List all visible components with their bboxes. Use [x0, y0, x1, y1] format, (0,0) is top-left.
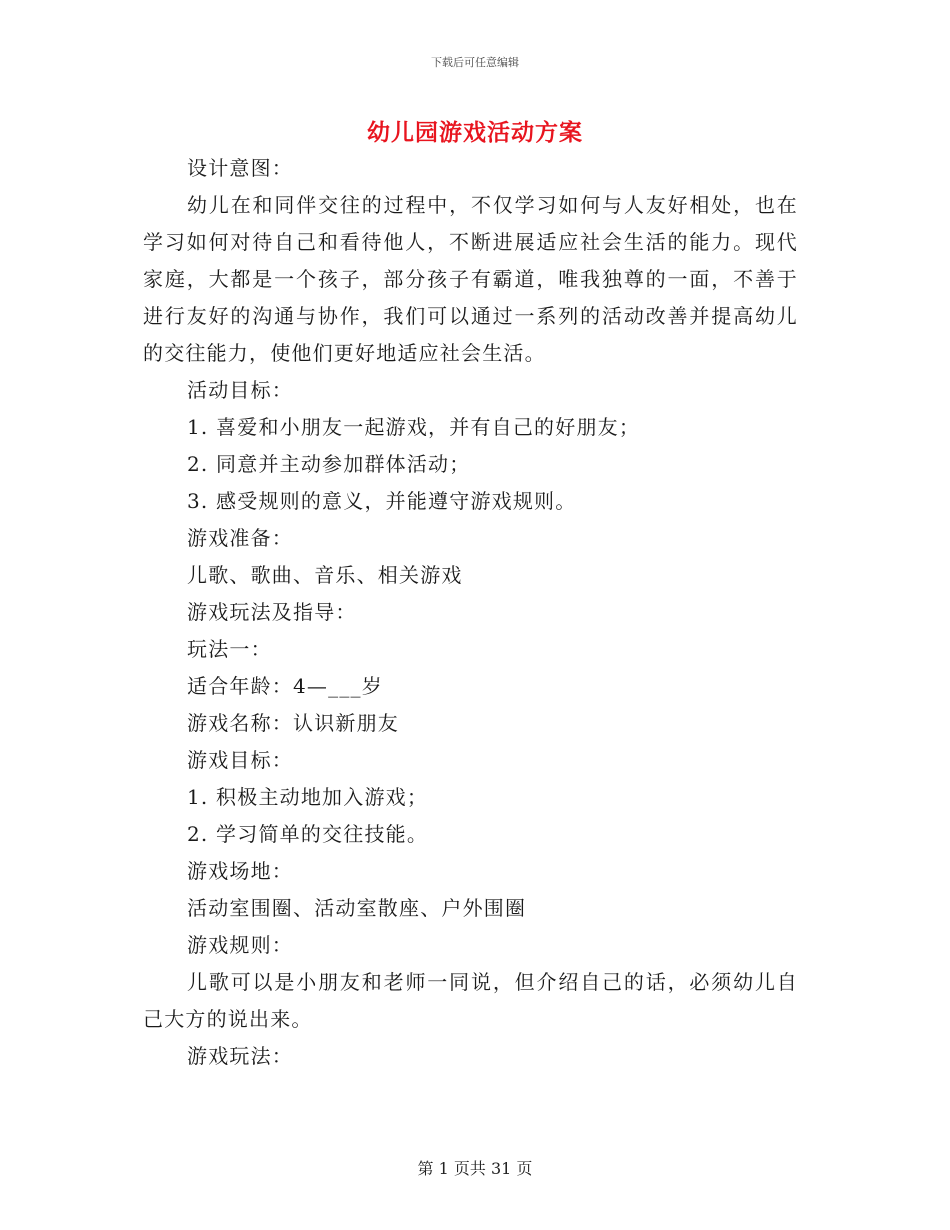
document-body [143, 150, 798, 1075]
play-label: 游戏玩法： [187, 1044, 293, 1068]
design-intent-label: 设计意图： [187, 156, 293, 180]
game-name-line: 游戏名称：认识新朋友 [187, 711, 399, 735]
document-title: 幼儿园游戏活动方案 [367, 119, 583, 146]
prep-label: 游戏准备： [187, 526, 293, 550]
design-intent-paragraph: 幼儿在和同伴交往的过程中，不仅学习如何与人友好相处，也在学习如何对待自己和看待他人，不断进展适应社会生活的能力。现代家庭，大都是一个孩子，部分孩子有霸道，唯我独尊的一面，不善于进行友好的沟通与协作，我们可以通过一系列的活动改善并提高幼儿的交往能力，使他们更好地适应社会生活。 [143, 193, 798, 365]
method-one-label: 玩法一： [187, 637, 272, 661]
goals-label: 活动目标： [187, 378, 293, 402]
venue-label: 游戏场地： [187, 859, 293, 883]
guide-label: 游戏玩法及指导： [187, 600, 357, 624]
goal-item: 2. 同意并主动参加群体活动； [187, 452, 471, 476]
game-goal-item: 2. 学习简单的交往技能。 [187, 822, 429, 846]
page-footer: 第 1 页共 31 页 [417, 1159, 533, 1178]
prep-text: 儿歌、歌曲、音乐、相关游戏 [187, 563, 463, 587]
rules-paragraph: 儿歌可以是小朋友和老师一同说，但介绍自己的话，必须幼儿自己大方的说出来。 [143, 970, 798, 1031]
age-line: 适合年龄：4—___岁 [187, 674, 383, 698]
goal-item: 3. 感受规则的意义，并能遵守游戏规则。 [187, 489, 577, 513]
header-note: 下载后可任意编辑 [431, 56, 519, 69]
goal-item: 1. 喜爱和小朋友一起游戏，并有自己的好朋友； [187, 415, 641, 439]
game-goals-label: 游戏目标： [187, 748, 293, 772]
game-goal-item: 1. 积极主动地加入游戏； [187, 785, 429, 809]
venue-text: 活动室围圈、活动室散座、户外围圈 [187, 896, 527, 920]
rules-label: 游戏规则： [187, 933, 293, 957]
